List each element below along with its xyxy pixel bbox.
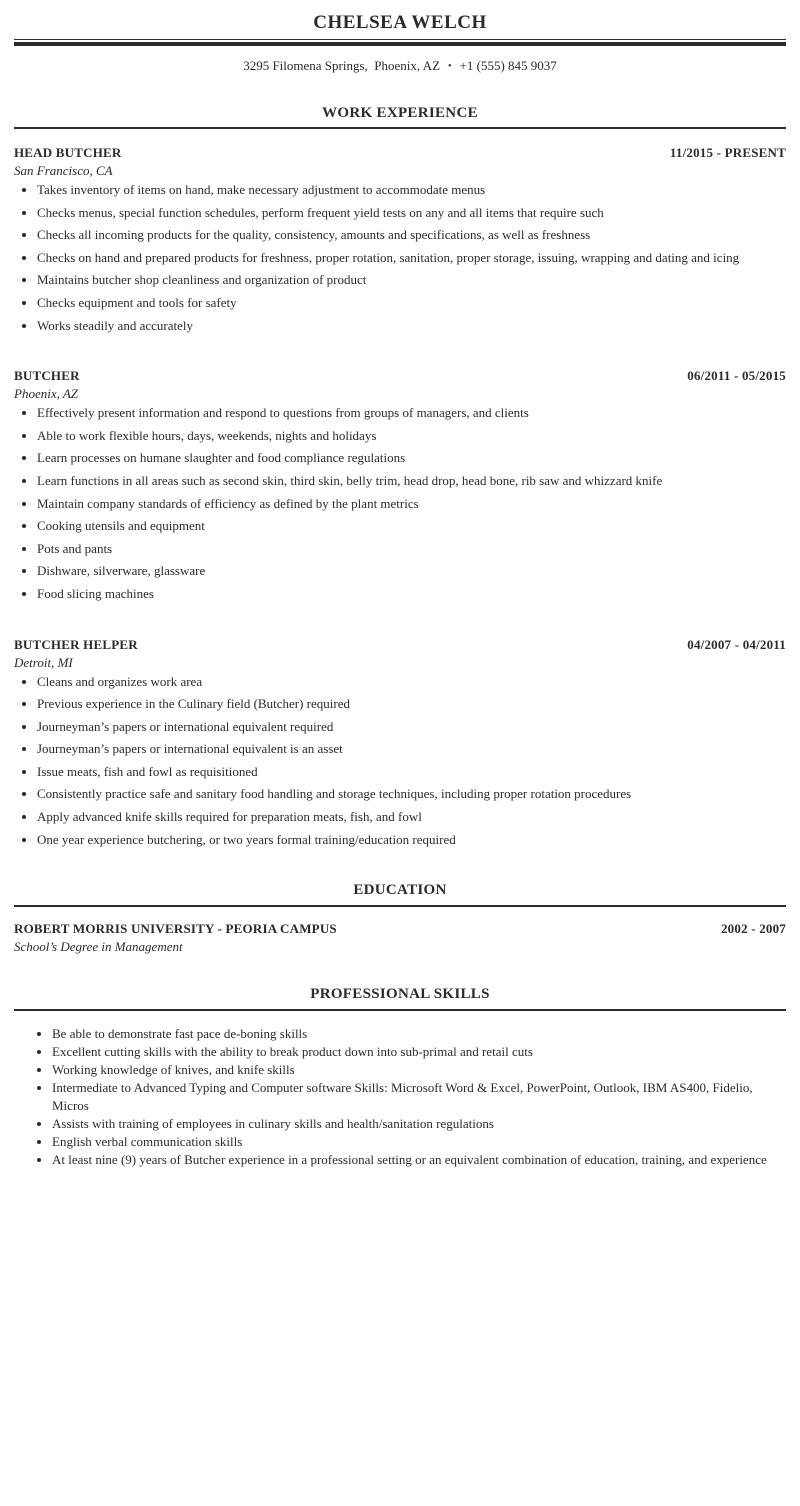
job-duty: • Effectively present information and respond to questions from groups of managers, and clients <box>37 403 786 426</box>
work-experience-section <box>14 102 786 852</box>
job-duty: • Checks all incoming products for the quality, consistency, amounts and specifications, as well as freshness <box>37 225 786 248</box>
contact-line <box>14 57 786 75</box>
name-divider-thin <box>14 39 786 40</box>
job-duties-list <box>14 403 786 606</box>
education-dates: 2002 - 2007 <box>720 921 786 937</box>
contact-address: 3295 Filomena Springs, Phoenix, AZ <box>243 58 441 73</box>
job-duty: • One year experience butchering, or two years formal training/education required <box>37 830 786 853</box>
work-experience-divider <box>14 127 786 129</box>
job-duty: • Pots and pants <box>37 539 786 562</box>
education-title: EDUCATION <box>353 882 447 899</box>
job-duty: • Checks menus, special function schedules, perform frequent yield tests on any and all items that require such <box>37 203 786 226</box>
job-duty: • Issue meats, fish and fowl as requisitioned <box>37 762 786 785</box>
job-duty: • Maintain company standards of efficiency as defined by the plant metrics <box>37 494 786 517</box>
skills-section <box>14 983 786 1169</box>
job-duty: • Food slicing machines <box>37 584 786 607</box>
skills-title: PROFESSIONAL SKILLS <box>310 986 490 1003</box>
skill-item: • Intermediate to Advanced Typing and Computer software Skills: Microsoft Word & Excel, PowerPoint, Outlook, IBM AS400, Fidelio, Micros <box>52 1079 786 1115</box>
work-experience-title: WORK EXPERIENCE <box>322 105 478 121</box>
job-title: BUTCHER <box>14 368 80 384</box>
job-duty: • Works steadily and accurately <box>37 316 786 339</box>
job-duty: • Takes inventory of items on hand, make necessary adjustment to accommodate menus <box>37 180 786 203</box>
skill-item: • At least nine (9) years of Butcher experience in a professional setting or an equivalent combination of education, training, and experience <box>52 1151 786 1169</box>
skill-item: • Working knowledge of knives, and knife skills <box>52 1061 786 1079</box>
job-duties-list <box>14 180 786 338</box>
job-dates: 04/2007 - 04/2011 <box>687 636 786 652</box>
skill-item: • Excellent cutting skills with the ability to break product down into sub-primal and retail cuts <box>52 1043 786 1061</box>
candidate-name: CHELSEA WELCH <box>313 12 487 33</box>
skills-divider <box>14 1009 786 1011</box>
job-duty: • Apply advanced knife skills required for preparation meats, fish, and fowl <box>37 807 786 830</box>
job-duty: • Consistently practice safe and sanitary food handling and storage techniques, including proper rotation procedures <box>37 784 786 807</box>
name-divider-thick <box>14 42 786 46</box>
contact-separator: • <box>448 61 452 72</box>
skills-list <box>14 1025 786 1169</box>
job-location: Detroit, MI <box>14 654 73 670</box>
job-duty: • Journeyman’s papers or international equivalent is an asset <box>37 739 786 762</box>
job-header <box>14 636 786 654</box>
job-duty: • Checks equipment and tools for safety <box>37 293 786 316</box>
job-location: San Francisco, CA <box>14 163 113 178</box>
job-dates: 06/2011 - 05/2015 <box>687 368 786 384</box>
job-title: HEAD BUTCHER <box>14 145 122 160</box>
job-duty: • Able to work flexible hours, days, weekends, nights and holidays <box>37 426 786 449</box>
job-duty: • Journeyman’s papers or international equivalent required <box>37 717 786 740</box>
job-duties-list <box>14 672 786 853</box>
job-duty: • Cleans and organizes work area <box>37 672 786 695</box>
job-title: BUTCHER HELPER <box>14 636 138 652</box>
job-entry <box>14 144 786 338</box>
job-entry <box>14 636 786 853</box>
job-duty: • Learn functions in all areas such as second skin, third skin, belly trim, head drop, head bone, rib saw and whizzard knife <box>37 471 786 494</box>
education-entry <box>14 920 786 956</box>
job-duty: • Maintains butcher shop cleanliness and organization of product <box>37 270 786 293</box>
job-location: Phoenix, AZ <box>14 386 79 402</box>
job-duty: • Checks on hand and prepared products for freshness, proper rotation, sanitation, proper storage, issuing, wrapping and dating and icing <box>37 248 786 271</box>
skill-item: • Assists with training of employees in culinary skills and health/sanitation regulations <box>52 1115 786 1133</box>
job-entry <box>14 367 786 606</box>
degree: School’s Degree in Management <box>14 939 183 955</box>
skill-item: • English verbal communication skills <box>52 1133 786 1151</box>
job-header <box>14 367 786 385</box>
job-duty: • Dishware, silverware, glassware <box>37 561 786 584</box>
contact-phone: +1 (555) 845 9037 <box>459 58 557 73</box>
skill-item: • Be able to demonstrate fast pace de-boning skills <box>52 1025 786 1043</box>
job-header <box>14 144 786 162</box>
education-header <box>14 920 786 938</box>
school-name: ROBERT MORRIS UNIVERSITY - PEORIA CAMPUS <box>14 921 337 937</box>
job-duty: • Previous experience in the Culinary field (Butcher) required <box>37 694 786 717</box>
job-duty: • Cooking utensils and equipment <box>37 516 786 539</box>
education-section <box>14 879 786 956</box>
job-duty: • Learn processes on humane slaughter and food compliance regulations <box>37 448 786 471</box>
education-divider <box>14 905 786 907</box>
job-dates: 11/2015 - PRESENT <box>669 145 786 160</box>
resume-page <box>14 0 786 1169</box>
